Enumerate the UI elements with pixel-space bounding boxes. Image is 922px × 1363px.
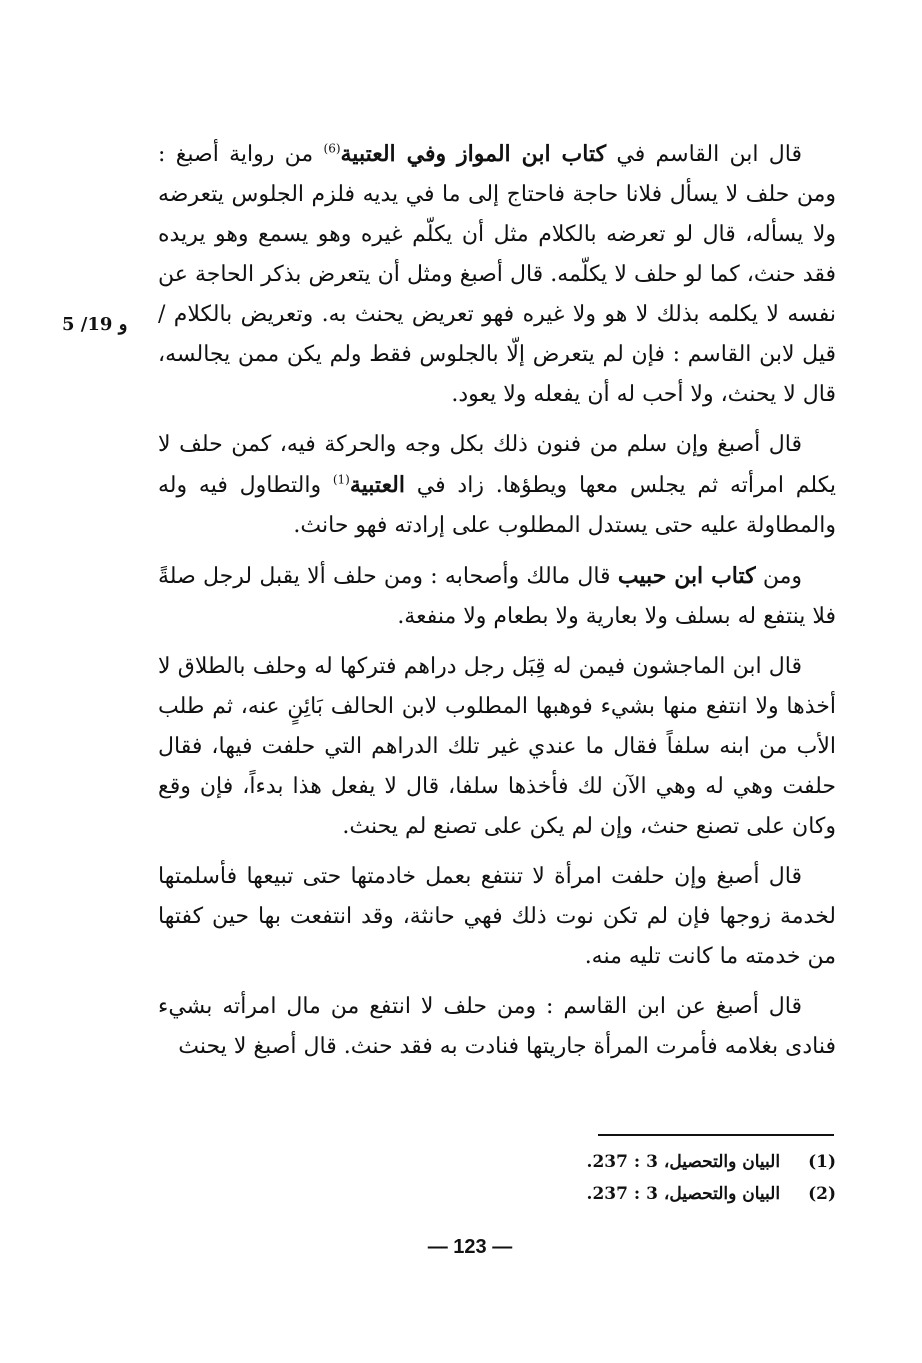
book-title: كتاب ابن المواز وفي العتبية: [340, 141, 607, 167]
footnotes: [520, 1146, 836, 1210]
paragraph-text: ومن: [755, 564, 802, 589]
paragraph-text: قال ابن القاسم في: [606, 142, 802, 167]
paragraph: [158, 647, 836, 847]
footnote-item: [520, 1178, 836, 1210]
paragraph: [158, 857, 836, 977]
paragraph-text: قال مالك وأصحابه : ومن حلف ألا يقبل لرجل صلةً فلا ينتفع له بسلف ولا بعارية ولا بطعام ولا منفعة.: [158, 564, 836, 629]
paragraph: [158, 425, 836, 546]
paragraph-text: قال أصبغ وإن سلم من فنون ذلك بكل وجه والحركة فيه، كمن حلف لا يكلم امرأته ثم يجلس معها ويطؤها. زاد في: [158, 432, 836, 498]
footnote-text: البيان والتحصيل، 3 : 237.: [586, 1152, 781, 1172]
margin-folio-note: 5 /19 و: [62, 314, 128, 335]
paragraph: [158, 556, 836, 637]
footnote-number: (1): [808, 1152, 836, 1172]
footnote-reference: (6): [323, 141, 341, 156]
book-title: العتبية: [349, 472, 405, 498]
paragraph-text: قال أصبغ وإن حلفت امرأة لا تنتفع بعمل خادمتها حتى تبيعها فأسلمتها لخدمة زوجها فإن لم تكن نوت ذلك فهي حانثة، وقد انتفعت بها حين كفتها من خدمته ما كانت تليه منه.: [158, 864, 836, 969]
footnote-number: (2): [808, 1184, 836, 1204]
book-title: كتاب ابن حبيب: [617, 563, 756, 589]
paragraph-text: قال ابن الماجشون فيمن له قِبَل رجل دراهم فتركها له وحلف بالطلاق لا أخذها ولا انتفع منها بشيء فوهبها المطلوب لابن الحالف بَائِنٍ عنه، ثم طلب الأب من ابنه سلفاً فقال ما عندي غير تلك الدراهم التي حلفت فيها، فقال حلفت وهي له وهي الآن لك فأخذها سلفا، قال لا يفعل هذا بدءاً، فإن وقع وكان على تصنع حنث، وإن لم يكن على تصنع لم يحنث.: [158, 654, 837, 839]
footnote-text: البيان والتحصيل، 3 : 237.: [586, 1184, 781, 1204]
paragraph: [158, 134, 836, 415]
footnote-separator: [598, 1134, 834, 1136]
paragraph-text: والتطاول فيه وله والمطاولة عليه حتى يستدل المطلوب على إرادته فهو حانث.: [158, 473, 836, 538]
paragraph: [158, 987, 836, 1067]
footnote-item: [520, 1146, 836, 1178]
paragraph-text: من رواية أصبغ : ومن حلف لا يسأل فلانا حاجة فاحتاج إلى ما في يديه فلزم الجلوس يتعرضه ولا يسأله، قال لو تعرضه بالكلام مثل أن يكلّم غيره وهو يسمع وهو يريده فقد حنث، كما لو حلف لا يكلّمه. قال أصبغ ومثل أن يتعرض بذكر الحاجة عن نفسه لا يكلمه بذلك لا هو ولا غيره فهو تعريض يحنث به. وتعريض بالكلام / قيل لابن القاسم : فإن لم يتعرض إلّا بالجلوس فقط ولم يكن ممن يجالسه، قال لا يحنث، ولا أحب له أن يفعله ولا يعود.: [158, 142, 836, 407]
page-number: — 123 —: [427, 1236, 513, 1258]
footnote-reference: (1): [332, 472, 350, 487]
paragraph-text: قال أصبغ عن ابن القاسم : ومن حلف لا انتفع من مال امرأته بشيء فنادى بغلامه فأمرت المرأة جاريتها فنادت به فقد حنث. قال أصبغ لا يحنث: [158, 994, 836, 1059]
main-text-block: [158, 134, 836, 1077]
